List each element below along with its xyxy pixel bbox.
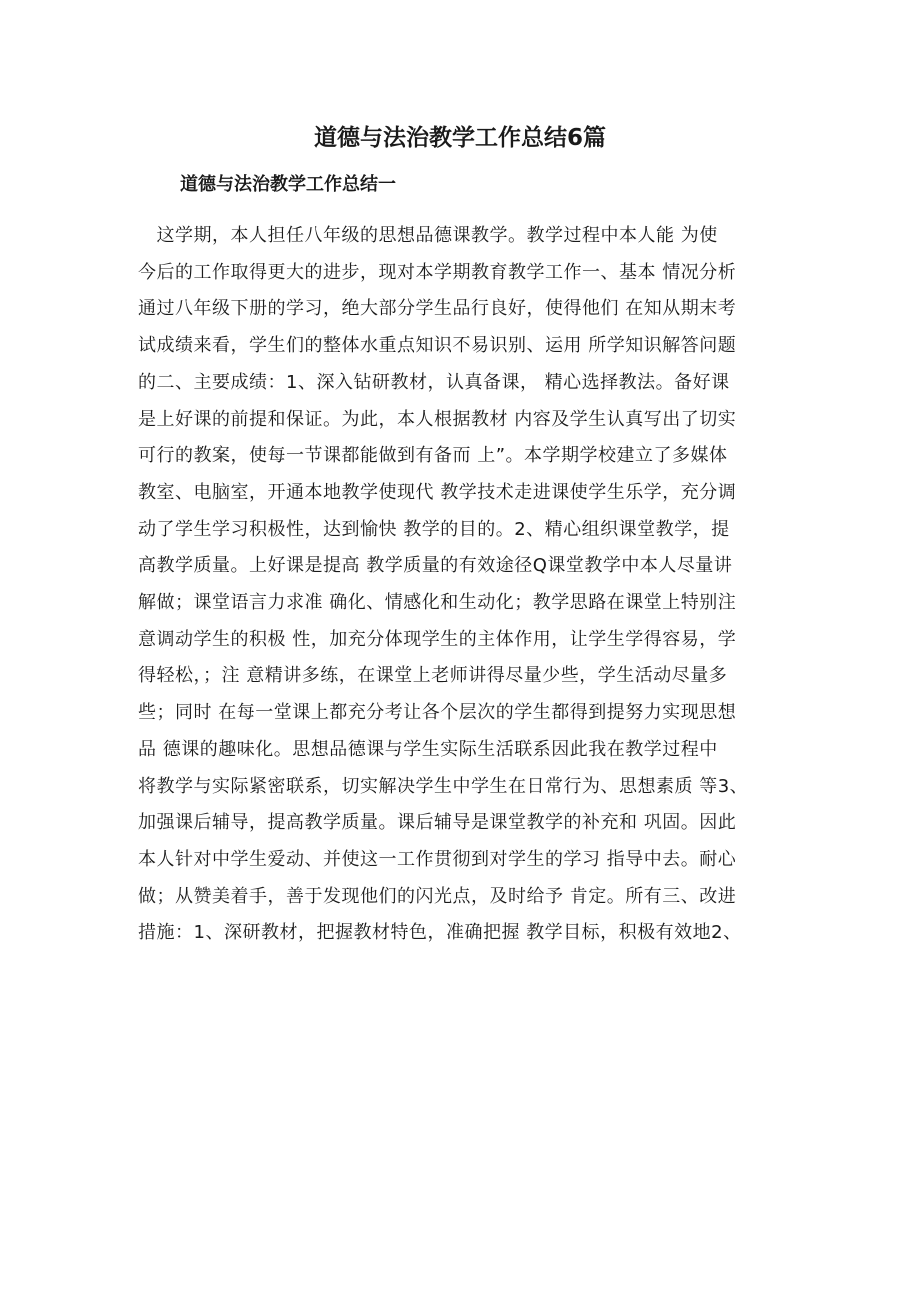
paragraph-line: 动了学生学习积极性，达到愉快 教学的目的。2、精心组织课堂教学，提 — [138, 518, 730, 540]
paragraph-line: 高教学质量。上好课是提高 教学质量的有效途径Q课堂教学中本人尽量讲 — [138, 555, 733, 577]
body-paragraph — [138, 218, 788, 952]
paragraph-line: 通过八年级下册的学习，绝大部分学生品行良好，使得他们 在知从期末考 — [138, 298, 737, 320]
paragraph-line: 今后的工作取得更大的进步，现对本学期教育教学工作一、基本 情况分析 — [138, 261, 737, 283]
paragraph-line: 品 德课的趣味化。思想品德课与学生实际生活联系因此我在教学过程中 — [138, 738, 718, 760]
paragraph-line: 将教学与实际紧密联系，切实解决学生中学生在日常行为、思想素质 等3、 — [138, 775, 749, 797]
paragraph-line: 解做；课堂语言力求准 确化、情感化和生动化；教学思路在课堂上特别注 — [138, 592, 737, 614]
paragraph-line: 意调动学生的积极 性，加充分体现学生的主体作用，让学生学得容易，学 — [138, 628, 737, 650]
paragraph-line: 可行的教案，使每一节课都能做到有备而 上”。本学期学校建立了多媒体 — [138, 445, 728, 467]
paragraph-line: 这学期，本人担任八年级的思想品德课教学。教学过程中本人能 为使 — [138, 225, 718, 246]
paragraph-line: 本人针对中学生爱动、并使这一工作贯彻到对学生的学习 指导中去。耐心 — [138, 848, 737, 870]
paragraph-line: 些；同时 在每一堂课上都充分考让各个层次的学生都得到提努力实现思想 — [138, 702, 737, 724]
paragraph-line: 教室、电脑室，开通本地教学使现代 教学技术走进课使学生乐学，充分调 — [138, 481, 737, 503]
paragraph-line: 是上好课的前提和保证。为此，本人根据教材 内容及学生认真写出了切实 — [138, 408, 737, 430]
paragraph-line: 加强课后辅导，提高教学质量。课后辅导是课堂教学的补充和 巩固。因此 — [138, 812, 737, 834]
paragraph-line: 的二、主要成绩：1、深入钻研教材，认真备课， 精心选择教法。备好课 — [138, 371, 730, 393]
section-heading: 道德与法治教学工作总结一 — [180, 174, 396, 195]
document-title: 道德与法治教学工作总结6篇 — [313, 125, 606, 151]
paragraph-line: 得轻松，；注 意精讲多练，在课堂上老师讲得尽量少些，学生活动尽量多 — [138, 665, 728, 687]
paragraph-line: 措施：1、深研教材，把握教材特色，准确把握 教学目标，积极有效地2、 — [138, 922, 742, 944]
paragraph-line: 试成绩来看，学生们的整体水重点知识不易识别、运用 所学知识解答问题 — [138, 335, 737, 357]
paragraph-line: 做；从赞美着手，善于发现他们的闪光点，及时给予 肯定。所有三、改进 — [138, 885, 737, 907]
